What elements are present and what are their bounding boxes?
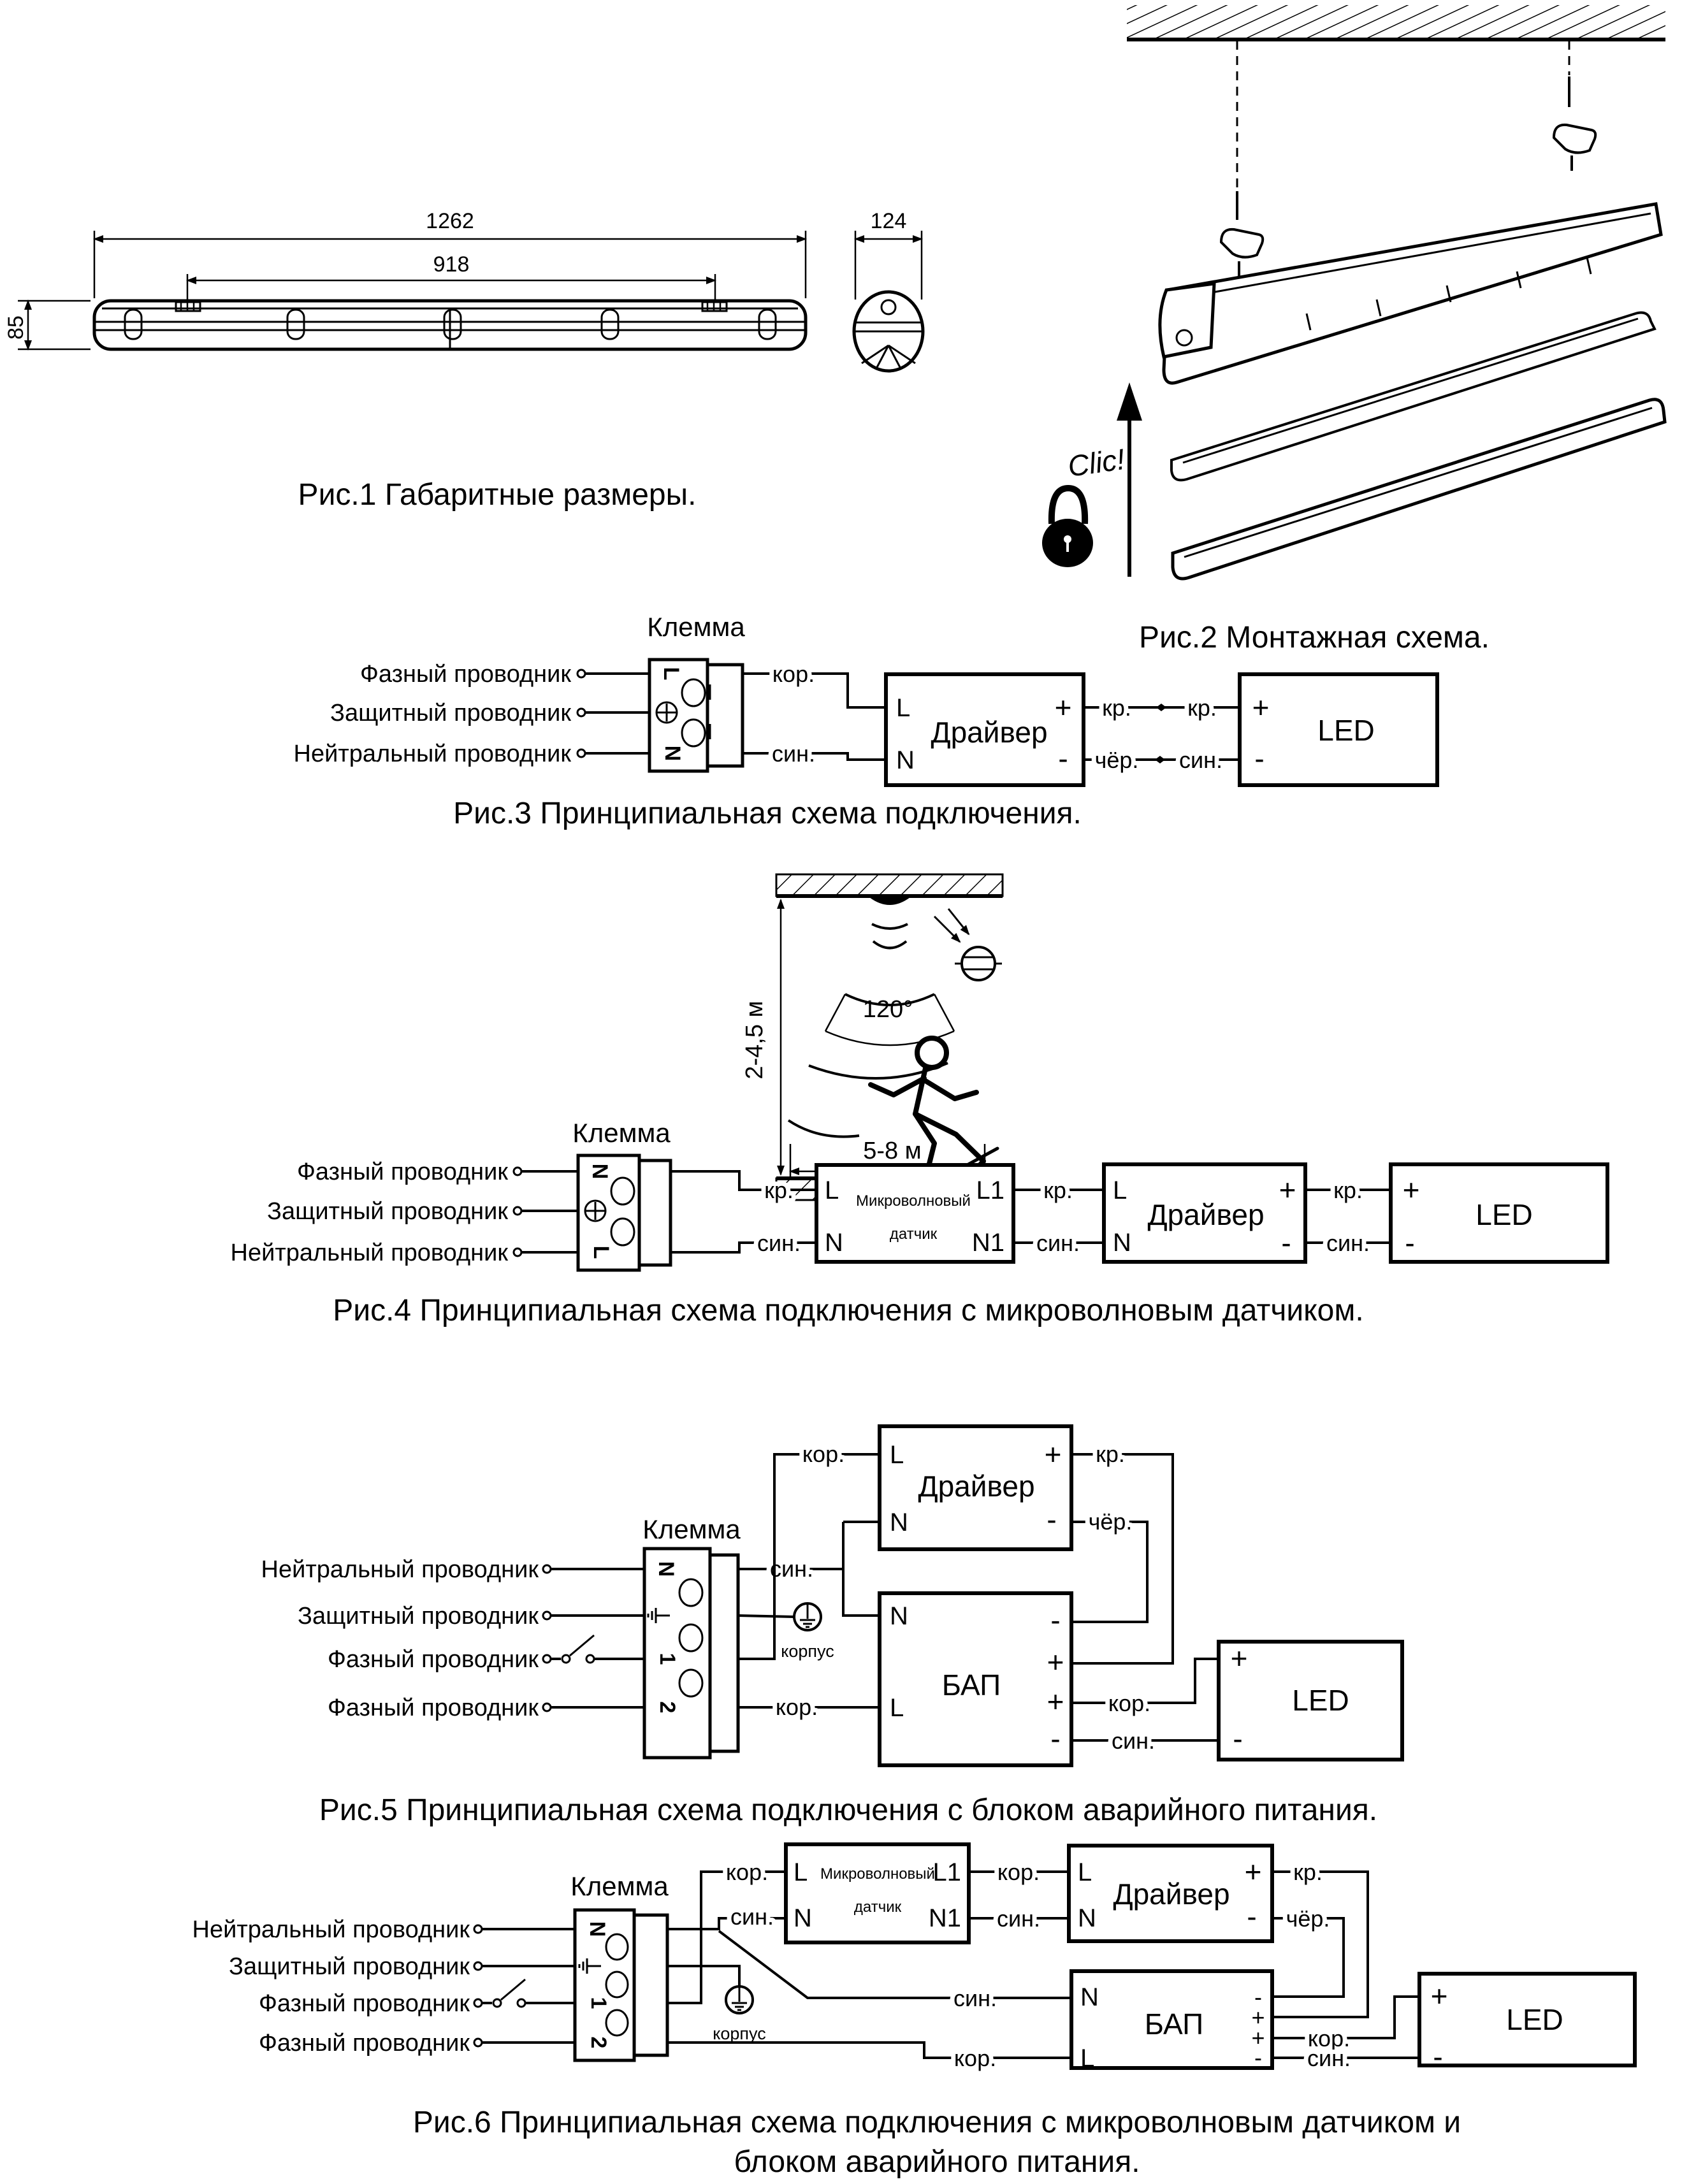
fig3-wire-brown: кор. <box>772 661 815 687</box>
fig4-terminal-ground-symbol <box>585 1201 605 1221</box>
fig4-driver-plus: + <box>1279 1173 1296 1206</box>
fig6-sensor-title-2: датчик <box>853 1898 902 1916</box>
fig6-terminal-block <box>575 1910 667 2060</box>
fig3-wire-black: чёр. <box>1094 747 1139 773</box>
fig4-driver-port-N: N <box>1113 1229 1131 1257</box>
fig5-wires-terminal <box>738 1441 880 1720</box>
fig6-wire-blue-led: син. <box>1307 2045 1351 2071</box>
fig5-wires-driver-bap <box>1071 1441 1173 1663</box>
fig4-terminal-port-L: L <box>589 1245 613 1259</box>
fig3-connector-bottom <box>1155 756 1165 763</box>
fig6-wire-black: чёр. <box>1286 1906 1330 1932</box>
fig3-terminal-port-L: L <box>659 667 683 681</box>
fig5-driver-title: Драйвер <box>918 1470 1035 1503</box>
fig6-driver-box <box>1069 1846 1272 1941</box>
fig6-terminal-label: Клемма <box>570 1871 669 1901</box>
fig4-sensor-title-1: Микроволновый <box>856 1192 971 1210</box>
fig4-led-minus: - <box>1405 1226 1415 1259</box>
fig4-wire-blue-2: син. <box>1326 1230 1370 1256</box>
fig2-bottom-cover <box>1173 400 1665 579</box>
fig5-caption: Рис.5 Принципиальная схема подключения с блоком аварийного питания. <box>319 1793 1378 1827</box>
fig5-led-minus: - <box>1233 1722 1243 1755</box>
fig4-label-phase: Фазный проводник <box>296 1159 508 1185</box>
fig4-wire-blue-0: син. <box>757 1230 801 1256</box>
fig6-housing-ground <box>667 1966 766 2043</box>
fig4-input-conductors <box>231 1159 578 1266</box>
fig4-sensor-illustration <box>741 874 1003 1200</box>
fig6-terminal-port-1: 1 <box>586 1997 611 2009</box>
fig6-driver-plus: + <box>1244 1855 1262 1888</box>
fig6-driver-port-N: N <box>1078 1904 1096 1932</box>
fig5-bap-box <box>880 1593 1071 1765</box>
fig5-bap-minus-1: - <box>1050 1603 1061 1637</box>
fig4-wire-red-1: кр. <box>1043 1177 1073 1203</box>
fig5-led-title: LED <box>1292 1684 1349 1717</box>
fig3-connector-top <box>1156 704 1166 711</box>
fig6-label-neutral: Нейтральный проводник <box>192 1916 470 1943</box>
fig6-bap-minus-1: - <box>1254 1984 1262 2010</box>
fig5-label-protective: Защитный проводник <box>298 1603 539 1630</box>
fig6-sensor-box <box>786 1844 969 1942</box>
fig5-driver-box <box>880 1426 1071 1549</box>
fig5-terminal-block <box>644 1549 738 1758</box>
fig4-terminal-port-N: N <box>588 1163 612 1180</box>
fig6-wire-brown-sensor: кор. <box>725 1859 769 1885</box>
fig4-driver-title: Драйвер <box>1147 1198 1265 1231</box>
fig4-dimensions <box>741 900 985 1178</box>
fig6-wire-red: кр. <box>1293 1859 1323 1885</box>
fig4-wire-blue-1: син. <box>1036 1230 1080 1256</box>
fig2-caption: Рис.2 Монтажная схема. <box>1139 621 1490 654</box>
fig3-driver-minus: - <box>1058 742 1068 775</box>
fig5-terminal-port-1: 1 <box>655 1652 679 1665</box>
fig4-led-plus: + <box>1402 1173 1420 1206</box>
fig3-driver-port-N: N <box>896 746 915 774</box>
fig4-wiring-diagram <box>231 874 1607 1327</box>
fig3-wire-red-2: кр. <box>1187 695 1217 721</box>
fig5-wire-black: чёр. <box>1088 1508 1133 1535</box>
up-arrow-icon <box>1117 382 1142 577</box>
fig3-wires-driver-led <box>1084 695 1240 773</box>
fig4-led-box <box>1391 1164 1607 1262</box>
fig4-sensor-port-N1: N1 <box>971 1229 1004 1257</box>
fig3-terminal-label: Клемма <box>647 612 745 642</box>
fig5-wire-blue-led: син. <box>1112 1728 1155 1754</box>
fig5-terminal-port-N: N <box>654 1561 678 1577</box>
clic-label: Clic! <box>1066 442 1127 483</box>
fig4-wires-driver-led <box>1305 1177 1391 1256</box>
fig6-wires-sensor-driver <box>969 1859 1069 1932</box>
fig2-left-hanger <box>1221 41 1263 288</box>
fig1-dim-mounting: 918 <box>433 252 470 277</box>
fig3-terminal-block <box>649 660 743 771</box>
fig5-driver-port-N: N <box>890 1508 908 1537</box>
fig3-led-minus: - <box>1254 742 1265 775</box>
fig6-wire-brown-driver: кор. <box>997 1859 1040 1885</box>
fig2-ceiling <box>1127 5 1665 40</box>
fig3-wires-terminal-driver <box>743 661 886 767</box>
fig4-sensor-port-N: N <box>825 1229 843 1257</box>
fig4-driver-minus: - <box>1281 1226 1291 1259</box>
fig3-driver-title: Драйвер <box>931 716 1048 749</box>
fig6-driver-minus: - <box>1247 1900 1257 1933</box>
fig5-switch <box>543 1635 644 1663</box>
fig5-housing-label: корпус <box>781 1642 834 1661</box>
fig5-label-phase-1: Фазный проводник <box>327 1646 539 1673</box>
fig6-wire-blue-bap: син. <box>953 1985 997 2011</box>
fig6-led-minus: - <box>1433 2040 1443 2073</box>
fig3-driver-plus: + <box>1054 691 1072 724</box>
fig6-wire-brown-led: кор. <box>1307 2025 1351 2051</box>
fig6-led-title: LED <box>1506 2003 1563 2036</box>
fig6-bap-port-N: N <box>1080 1983 1099 2011</box>
fig3-wire-blue-2: син. <box>1179 747 1222 773</box>
fig3-led-plus: + <box>1252 691 1270 724</box>
fig2-right-hanger <box>1554 41 1595 171</box>
fig4-wires-sensor-driver <box>1013 1177 1104 1256</box>
fig4-mount-height: 2-4,5 м <box>741 1001 768 1080</box>
fig2-mounting-diagram <box>1042 5 1665 654</box>
fig6-input-conductors <box>192 1916 575 2057</box>
fig4-led-title: LED <box>1475 1198 1533 1231</box>
fig6-bap-box <box>1071 1971 1272 2072</box>
fig4-angle-label: 120° <box>862 996 913 1023</box>
fig5-terminal-label: Клемма <box>642 1514 741 1544</box>
fig6-housing-label: корпус <box>713 2024 766 2043</box>
fig5-bap-plus-2: + <box>1047 1685 1064 1718</box>
fig6-label-phase-1: Фазный проводник <box>258 1990 470 2017</box>
fig5-label-phase-2: Фазный проводник <box>327 1695 539 1721</box>
fig6-sensor-port-L1: L1 <box>932 1858 961 1886</box>
fig6-sensor-title-1: Микроволновый <box>820 1865 935 1883</box>
fig4-sensor-port-L: L <box>825 1176 839 1204</box>
fig6-bap-title: БАП <box>1144 2007 1204 2041</box>
fig6-label-phase-2: Фазный проводник <box>258 2030 470 2057</box>
fig5-label-neutral: Нейтральный проводник <box>261 1556 539 1583</box>
fig1-side-view <box>854 292 923 371</box>
fig4-terminal-block <box>578 1155 671 1270</box>
fig5-wire-red: кр. <box>1096 1441 1125 1467</box>
fig5-bap-title: БАП <box>941 1668 1001 1702</box>
fig6-led-box <box>1419 1974 1635 2073</box>
fig6-sensor-port-L: L <box>794 1858 808 1886</box>
fig6-wiring-diagram <box>192 1844 1635 2179</box>
fig6-bap-plus-1: + <box>1251 2004 1265 2030</box>
fig1-dimensional-drawing <box>4 209 923 512</box>
fig6-bap-port-L: L <box>1080 2044 1095 2072</box>
fig6-switch <box>474 1979 575 2007</box>
fig3-led-title: LED <box>1317 714 1375 747</box>
fig1-caption: Рис.1 Габаритные размеры. <box>298 478 697 512</box>
fig5-led-box <box>1219 1642 1402 1760</box>
fig6-sensor-port-N: N <box>794 1904 812 1932</box>
fig5-wire-brown-led: кор. <box>1108 1690 1151 1716</box>
fig4-sensor-box <box>816 1165 1013 1262</box>
fig1-dim-height: 85 <box>4 315 28 340</box>
fig6-wires-bap-led <box>1272 1997 1419 2071</box>
fig6-driver-title: Драйвер <box>1113 1877 1230 1911</box>
fig6-caption-line1: Рис.6 Принципиальная схема подключения с микроволновым датчиком и <box>412 2106 1461 2139</box>
fig6-label-protective: Защитный проводник <box>229 1953 470 1980</box>
fig5-input-conductors <box>261 1556 644 1721</box>
fig3-wire-blue: син. <box>772 741 815 767</box>
fig5-wiring-diagram <box>261 1426 1402 1827</box>
fig3-label-neutral: Нейтральный проводник <box>293 741 571 767</box>
fig5-wire-brown-bap: кор. <box>775 1694 818 1720</box>
fig6-terminal-port-N: N <box>585 1921 609 1937</box>
fig3-wire-red-1: кр. <box>1102 695 1131 721</box>
fig1-dim-length: 1262 <box>426 209 474 233</box>
fig5-bap-port-N: N <box>890 1602 908 1630</box>
fig5-driver-port-L: L <box>890 1441 904 1469</box>
fig6-bap-plus-2: + <box>1251 2025 1265 2051</box>
padlock-icon <box>1042 488 1093 567</box>
fig5-driver-minus: - <box>1047 1503 1057 1536</box>
fig6-wire-blue-sensor: син. <box>730 1904 774 1930</box>
fig6-led-plus: + <box>1430 1979 1448 2013</box>
fig5-wire-blue-in: син. <box>770 1556 813 1582</box>
fig4-label-protective: Защитный проводник <box>267 1198 508 1225</box>
fig6-wires-driver-bap <box>1272 1859 1368 2017</box>
fig3-driver-port-L: L <box>896 694 911 722</box>
fig4-detection-range: 5-8 м <box>863 1138 922 1164</box>
fig5-led-plus: + <box>1230 1642 1248 1675</box>
fig3-input-conductors <box>294 661 649 767</box>
fig4-terminal-label: Клемма <box>572 1118 671 1148</box>
fig4-ceiling <box>776 874 1003 896</box>
fig6-wire-brown-bap: кор. <box>953 2045 997 2071</box>
fig6-bap-minus-2: - <box>1254 2044 1262 2071</box>
fig4-label-neutral: Нейтральный проводник <box>230 1240 508 1266</box>
fig3-caption: Рис.3 Принципиальная схема подключения. <box>453 797 1082 830</box>
fig4-wire-red-0: кр. <box>764 1177 794 1203</box>
fig4-wire-red-2: кр. <box>1333 1177 1363 1203</box>
fig4-caption: Рис.4 Принципиальная схема подключения с микроволновым датчиком. <box>333 1294 1364 1327</box>
fig5-wire-brown-driver: кор. <box>802 1441 845 1467</box>
fig6-driver-port-L: L <box>1078 1858 1092 1886</box>
fig5-wires-bap-led <box>1071 1659 1219 1754</box>
fig4-sensor-title-2: датчик <box>889 1226 938 1243</box>
fig6-terminal-port-2: 2 <box>586 2036 611 2049</box>
fig5-driver-plus: + <box>1044 1438 1062 1471</box>
fig4-driver-box <box>1104 1164 1305 1262</box>
fig4-driver-port-L: L <box>1113 1176 1127 1204</box>
fig3-label-phase: Фазный проводник <box>359 661 571 688</box>
fig3-driver-box <box>886 674 1084 785</box>
fig5-housing-ground <box>738 1603 834 1661</box>
fig6-sensor-port-N1: N1 <box>928 1904 961 1932</box>
fig5-bap-port-L: L <box>890 1694 904 1722</box>
fig5-bap-minus-2: - <box>1050 1722 1061 1755</box>
fig5-bap-plus-1: + <box>1047 1645 1064 1679</box>
fig4-sensor-port-L1: L1 <box>976 1176 1004 1204</box>
fig6-wire-blue-driver: син. <box>997 1906 1040 1932</box>
fig1-front-view <box>94 301 806 349</box>
fig3-terminal-ground-symbol <box>656 702 677 723</box>
fig1-dim-width: 124 <box>870 209 907 233</box>
fig3-terminal-port-N: N <box>660 745 685 762</box>
fig3-led-box <box>1240 674 1437 785</box>
fig3-label-protective: Защитный проводник <box>330 700 571 727</box>
fig4-lamp-icon <box>934 909 1002 980</box>
fig6-caption-line2: блоком аварийного питания. <box>734 2145 1140 2179</box>
fig4-sensor-dome <box>869 897 910 905</box>
fig5-terminal-port-2: 2 <box>655 1701 679 1714</box>
